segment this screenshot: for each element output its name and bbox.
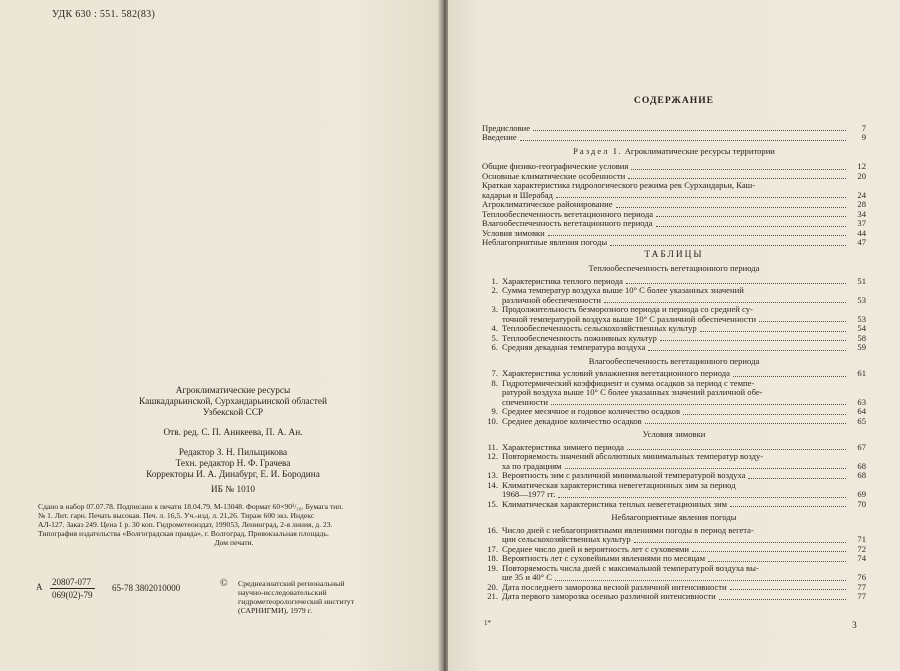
table-number: 11. bbox=[487, 441, 498, 452]
toc-entry-text: Введение bbox=[482, 132, 517, 142]
dot-leader bbox=[520, 140, 846, 141]
fraction-code bbox=[50, 576, 95, 601]
dot-leader bbox=[631, 169, 846, 170]
table-title: Число дней с неблагоприятными явлениями погоды в период вегета- bbox=[502, 524, 754, 535]
table-title-continued: точной температурой воздуха выше 10° С различной обеспеченности bbox=[502, 313, 757, 324]
table-group-4 bbox=[482, 526, 866, 602]
table-entry-line bbox=[482, 417, 866, 427]
table-title: Дата последнего заморозка весной различной интенсивности bbox=[502, 581, 727, 592]
table-title: Средняя декадная температура воздуха bbox=[502, 342, 646, 352]
table-number: 21. bbox=[487, 591, 498, 601]
table-title-continued: ше 35 и 40° С bbox=[502, 572, 552, 582]
table-entry bbox=[482, 481, 866, 500]
table-number: 15. bbox=[487, 498, 498, 509]
dot-leader bbox=[565, 468, 846, 469]
table-title: Продолжительность безморозного периода и периода со средней су- bbox=[502, 304, 753, 314]
table-page: 76 bbox=[857, 572, 866, 582]
dot-leader bbox=[683, 414, 846, 415]
table-entry-text bbox=[482, 592, 719, 602]
group-2-title: Влагообеспеченность вегетационного периода bbox=[588, 355, 760, 366]
code-number: 65-78 3802010000 bbox=[112, 583, 181, 593]
table-title: Повторяемость значений абсолютных минимальных температур возду- bbox=[502, 451, 764, 461]
table-title: Характеристика зимнего периода bbox=[502, 441, 624, 452]
dot-leader bbox=[551, 404, 846, 405]
table-entry bbox=[482, 443, 866, 453]
group-1-title: Теплообеспеченность вегетационного периода bbox=[588, 263, 760, 273]
table-group-3 bbox=[482, 443, 866, 510]
table-entry bbox=[482, 592, 866, 602]
table-number: 5. bbox=[491, 332, 498, 343]
table-page: 51 bbox=[857, 275, 866, 286]
code-denominator: 069(02)-79 bbox=[52, 590, 93, 600]
correctors: Корректоры И. А. Динабург, Е. И. Бородина bbox=[146, 470, 320, 480]
toc-entry-page: 34 bbox=[857, 208, 866, 219]
tables-heading: ТАБЛИЦЫ bbox=[644, 249, 704, 260]
dot-leader bbox=[645, 423, 846, 424]
table-title: Дата первого заморозка осенью различной интенсивности bbox=[502, 591, 716, 601]
section-heading bbox=[482, 147, 866, 157]
print-line-5: Дом печати. bbox=[214, 538, 254, 547]
table-entry-line bbox=[482, 500, 866, 510]
toc-entry-page: 12 bbox=[857, 161, 866, 171]
dot-leader bbox=[700, 331, 846, 332]
table-title-continued: ратурой воздуха выше 10° С более указанных значений различной обе- bbox=[502, 387, 763, 397]
table-title: Климатическая характеристика невегетационных зим за период bbox=[502, 479, 736, 490]
table-entry bbox=[482, 417, 866, 427]
left-page bbox=[0, 0, 440, 671]
table-number: 17. bbox=[487, 543, 498, 554]
print-line-1: Сдано в набор 07.07.78. Подписано к печати 18.04.79. М-13048. Формат 60×90¹/₁₆. Бумага тип. bbox=[38, 502, 344, 511]
dot-leader bbox=[556, 197, 846, 198]
table-number: 3. bbox=[491, 304, 498, 314]
toc-entry-text: кадарьи и Шерабад bbox=[482, 189, 553, 200]
dot-leader bbox=[634, 542, 846, 543]
table-entry-text bbox=[482, 343, 648, 353]
table-group-2 bbox=[482, 369, 866, 426]
table-page: 65 bbox=[857, 415, 866, 426]
editor: Редактор З. Н. Пильщикова bbox=[178, 448, 288, 458]
dot-leader bbox=[759, 321, 846, 322]
table-of-contents bbox=[482, 96, 866, 602]
print-details bbox=[36, 502, 430, 547]
dot-leader bbox=[616, 207, 846, 208]
group-3-title: Условия зимовки bbox=[642, 429, 706, 439]
table-title: Среднее месячное и годовое количество осадков bbox=[502, 406, 681, 416]
table-page: 53 bbox=[857, 294, 866, 305]
institute-line-4: (САРНИГМИ), 1979 г. bbox=[238, 606, 312, 615]
institute-line-2: научно-исследовательский bbox=[238, 588, 327, 597]
table-entry-line bbox=[482, 592, 866, 602]
table-entry-text bbox=[482, 443, 627, 453]
dot-leader bbox=[648, 350, 846, 351]
toc-entry-page: 24 bbox=[857, 189, 866, 200]
table-page: 77 bbox=[857, 591, 866, 601]
table-number: 6. bbox=[491, 342, 498, 352]
table-title-continued: ха по градациям bbox=[502, 460, 562, 471]
section-prefix: Раздел I. bbox=[573, 145, 623, 156]
table-entry bbox=[482, 452, 866, 471]
table-entry bbox=[482, 369, 866, 379]
toc-entry-text: Предисловие bbox=[482, 122, 531, 133]
table-title: Климатическая характеристика теплых невегетационных зим bbox=[502, 498, 728, 509]
table-entry bbox=[482, 343, 866, 353]
table-entry-text bbox=[482, 277, 626, 287]
colophon bbox=[36, 386, 430, 547]
table-entry bbox=[482, 554, 866, 564]
table-entry-line bbox=[482, 343, 866, 353]
toc-entry bbox=[482, 124, 866, 134]
table-entry-line bbox=[482, 369, 866, 379]
table-title: Теплообеспеченность сельскохозяйственных культур bbox=[502, 323, 697, 333]
table-number: 10. bbox=[487, 415, 498, 426]
table-number: 18. bbox=[487, 553, 498, 563]
table-page: 63 bbox=[857, 396, 866, 407]
page-number: 3 bbox=[852, 621, 857, 631]
dot-leader bbox=[548, 235, 846, 236]
table-page: 58 bbox=[857, 332, 866, 343]
table-entry-text bbox=[482, 417, 645, 427]
table-number: 7. bbox=[491, 368, 498, 378]
table-page: 61 bbox=[857, 368, 866, 378]
dot-leader bbox=[656, 216, 846, 217]
toc-entry-page: 44 bbox=[857, 227, 866, 238]
toc-entry bbox=[482, 133, 866, 143]
table-number: 2. bbox=[491, 285, 498, 295]
table-number: 14. bbox=[487, 479, 498, 490]
table-entry bbox=[482, 471, 866, 481]
table-entry-line bbox=[482, 296, 866, 306]
dot-leader bbox=[660, 340, 846, 341]
dot-leader bbox=[533, 130, 846, 131]
table-title: Вероятность зим с различной минимальной температурой воздуха bbox=[502, 470, 746, 480]
table-page: 74 bbox=[857, 553, 866, 563]
table-page: 53 bbox=[857, 313, 866, 324]
toc-entry bbox=[482, 238, 866, 248]
toc-entry bbox=[482, 172, 866, 182]
table-page: 67 bbox=[857, 441, 866, 452]
table-number: 19. bbox=[487, 562, 498, 573]
toc-entry-page: 9 bbox=[861, 132, 866, 142]
book-title-line-3: Узбекской ССР bbox=[202, 408, 264, 418]
toc-entry-page: 20 bbox=[857, 170, 866, 181]
table-entry-line bbox=[482, 554, 866, 564]
toc-entry-page: 37 bbox=[857, 218, 866, 228]
dot-leader bbox=[628, 178, 846, 179]
dot-leader bbox=[610, 245, 846, 246]
dot-leader bbox=[604, 302, 846, 303]
table-entry-text bbox=[482, 369, 733, 379]
dot-leader bbox=[730, 589, 846, 590]
table-number: 4. bbox=[491, 323, 498, 333]
table-group-1 bbox=[482, 277, 866, 353]
table-page: 72 bbox=[857, 543, 866, 554]
toc-entry-text: Влагообеспеченность вегетационного периода bbox=[482, 218, 653, 228]
table-title-continued: спеченности bbox=[502, 396, 549, 407]
table-title: Характеристика теплого периода bbox=[502, 275, 623, 286]
ib-number: ИБ № 1010 bbox=[210, 485, 256, 495]
responsible-editors: Отв. ред. С. П. Аникеева, П. А. Ан. bbox=[163, 428, 303, 438]
table-title-continued: ции сельскохозяйственных культур bbox=[502, 534, 631, 544]
table-entry-text bbox=[482, 500, 730, 510]
dot-leader bbox=[692, 551, 846, 552]
table-title: Среднее декадное количество осадков bbox=[502, 415, 642, 426]
dot-leader bbox=[626, 283, 846, 284]
dot-leader bbox=[656, 226, 846, 227]
toc-wrap-entry bbox=[482, 181, 866, 200]
copyright-icon: © bbox=[220, 578, 228, 589]
table-title-continued: 1968—1977 гг. bbox=[502, 489, 556, 499]
toc-title: СОДЕРЖАНИЕ bbox=[633, 95, 715, 106]
table-entry-line bbox=[482, 443, 866, 453]
table-page: 64 bbox=[857, 406, 866, 416]
institute-line-3: гидрометеорологический институт bbox=[238, 597, 355, 606]
toc-entry-text: Основные климатические особенности bbox=[482, 170, 626, 181]
table-number: 9. bbox=[491, 406, 498, 416]
table-entry bbox=[482, 286, 866, 305]
table-entry-line bbox=[482, 277, 866, 287]
table-entry bbox=[482, 564, 866, 583]
table-page: 54 bbox=[857, 323, 866, 333]
table-entry bbox=[482, 379, 866, 408]
table-number: 12. bbox=[487, 451, 498, 461]
table-page: 71 bbox=[857, 534, 866, 544]
toc-wrap-line-a: Краткая характеристика гидрологического режима рек Сурхандарьи, Каш- bbox=[482, 180, 756, 190]
table-number: 1. bbox=[491, 275, 498, 286]
book-title-line-2: Кашкадарьинской, Сурхандарьинской областей bbox=[139, 397, 327, 407]
toc-entry-text: Теплообеспеченность вегетационного периода bbox=[482, 208, 654, 219]
toc-entry-page: 7 bbox=[861, 122, 866, 133]
table-number: 8. bbox=[491, 377, 498, 388]
tech-editor: Техн. редактор Н. Ф. Грачева bbox=[175, 459, 291, 469]
table-page: 68 bbox=[857, 460, 866, 471]
table-entry bbox=[482, 526, 866, 545]
table-number: 20. bbox=[487, 581, 498, 592]
table-number: 16. bbox=[487, 524, 498, 535]
table-title: Гидротермический коэффициент и сумма осадков за период с темпе- bbox=[502, 377, 755, 388]
dot-leader bbox=[558, 497, 846, 498]
toc-entry-text: Неблагоприятные явления погоды bbox=[482, 237, 608, 247]
table-title: Сумма температур воздуха выше 10° С более указанных значений bbox=[502, 285, 744, 295]
toc-entry-page: 47 bbox=[857, 237, 866, 247]
institute-line-1: Среднеазиатский региональный bbox=[238, 579, 345, 588]
table-title-continued: различной обеспеченности bbox=[502, 294, 601, 305]
table-title: Теплообеспеченность пожнивных культур bbox=[502, 332, 657, 343]
toc-preface-group bbox=[482, 124, 866, 143]
table-entry-line bbox=[482, 471, 866, 481]
toc-entry-text: Агроклиматическое районирование bbox=[482, 199, 613, 209]
table-entry-text bbox=[482, 471, 748, 481]
table-title: Вероятность лет с суховейными явлениями по месяцам bbox=[502, 553, 706, 563]
dot-leader bbox=[555, 580, 846, 581]
section-title: Агроклиматические ресурсы территории bbox=[624, 145, 775, 156]
table-page: 77 bbox=[857, 581, 866, 592]
print-line-3: АЛ-127. Заказ 249. Цена 1 р. 30 коп. Гидрометеоиздат, 199053, Ленинград, 2-я линия, д. 23. bbox=[38, 520, 333, 529]
dot-leader bbox=[719, 599, 846, 600]
table-title: Среднее число дней и вероятность лет с суховеями bbox=[502, 543, 689, 554]
toc-section-1b bbox=[482, 200, 866, 248]
dot-leader bbox=[733, 376, 846, 377]
book-title-line-1: Агроклиматические ресурсы bbox=[175, 386, 291, 396]
signature-mark: 1* bbox=[484, 619, 491, 627]
table-page: 68 bbox=[857, 470, 866, 480]
code-letter: А bbox=[36, 582, 43, 592]
table-entry bbox=[482, 305, 866, 324]
toc-entry-page: 28 bbox=[857, 199, 866, 209]
right-page bbox=[448, 0, 900, 671]
dot-leader bbox=[730, 506, 846, 507]
toc-section-1 bbox=[482, 162, 866, 181]
table-page: 59 bbox=[857, 342, 866, 352]
dot-leader bbox=[627, 449, 846, 450]
code-numerator: 20807-077 bbox=[50, 576, 95, 589]
table-page: 69 bbox=[857, 489, 866, 499]
table-title: Характеристика условий увлажнения вегетационного периода bbox=[502, 368, 730, 378]
toc-entry-text: Общие физико-географические условия bbox=[482, 161, 629, 171]
toc-entry-text: Условия зимовки bbox=[482, 227, 545, 238]
print-line-4: Типография издательства «Волгоградская правда», г. Волгоград, Привокзальная площадь. bbox=[38, 529, 329, 538]
dot-leader bbox=[708, 561, 846, 562]
institute-block bbox=[238, 579, 354, 615]
table-entry bbox=[482, 277, 866, 287]
table-entry-text bbox=[482, 554, 708, 564]
group-4-title: Неблагоприятные явления погоды bbox=[611, 512, 737, 522]
table-page: 70 bbox=[857, 498, 866, 509]
udk-code: УДК 630 : 551. 582(83) bbox=[52, 9, 156, 20]
print-line-2: № 1. Лит. гарн. Печать высокая. Печ. л. 16,5. Уч.-изд. л. 21,26. Тираж 600 экз. Индекс bbox=[38, 511, 315, 520]
table-title: Повторяемость числа дней с максимальной температурой воздуха вы- bbox=[502, 562, 759, 573]
table-number: 13. bbox=[487, 470, 498, 480]
table-entry bbox=[482, 500, 866, 510]
dot-leader bbox=[748, 478, 846, 479]
